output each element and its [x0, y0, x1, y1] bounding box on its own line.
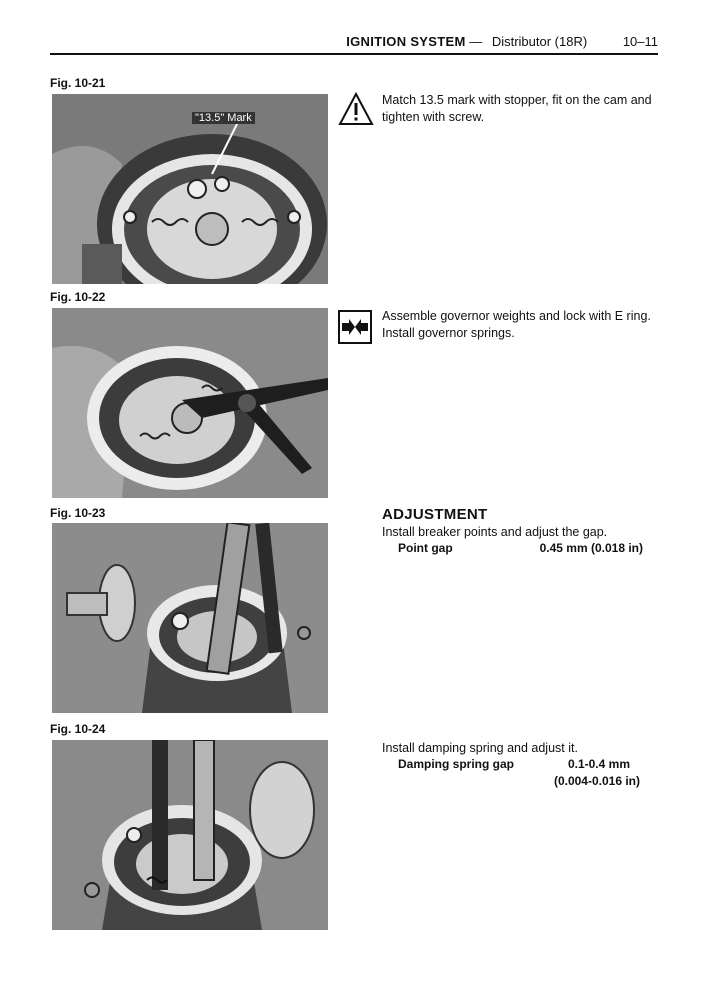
photo-fig-10-21 [52, 94, 328, 284]
damping-gap-value-in: (0.004-0.016 in) [553, 774, 640, 788]
damping-instruction: Install damping spring and adjust it. [382, 741, 578, 755]
points-instruction: Install breaker points and adjust the gap. [382, 525, 608, 539]
header-rule [50, 53, 658, 55]
step-cam-line1: Match 13.5 mark with stopper, fit on the cam and [382, 93, 652, 107]
step-governor-line2: Install governor springs. [382, 326, 515, 340]
fig-label-10-22: Fig. 10-22 [50, 290, 106, 304]
header-text [346, 34, 658, 49]
mark-annotation: "13.5" Mark [192, 112, 255, 124]
step-cam-text [382, 92, 672, 126]
photo-fig-10-24 [52, 740, 328, 930]
warning-triangle-icon [338, 92, 374, 126]
damping-gap-label: Damping spring gap [398, 757, 515, 771]
fig-label-10-21: Fig. 10-21 [50, 76, 106, 90]
page-number: 10–11 [622, 34, 658, 49]
header-dash: — [469, 34, 483, 49]
photo-fig-10-23 [52, 523, 328, 713]
adjustment-heading: ADJUSTMENT [382, 506, 488, 523]
step-cam-line2: tighten with screw. [382, 110, 485, 124]
photo-fig-10-22 [52, 308, 328, 498]
section-title: IGNITION SYSTEM [346, 34, 466, 49]
assemble-arrows-icon [338, 310, 372, 344]
step-governor-line1: Assemble governor weights and lock with E ring. [382, 309, 651, 323]
damping-gap-value-mm: 0.1-0.4 mm [567, 757, 630, 771]
subsection-title: Distributor (18R) [491, 34, 588, 49]
step-governor-text [382, 308, 672, 342]
fig-label-10-24: Fig. 10-24 [50, 722, 106, 736]
fig-label-10-23: Fig. 10-23 [50, 506, 106, 520]
page-header [50, 34, 658, 56]
point-gap-label: Point gap [398, 541, 453, 555]
point-gap-value: 0.45 mm (0.018 in) [539, 541, 643, 555]
